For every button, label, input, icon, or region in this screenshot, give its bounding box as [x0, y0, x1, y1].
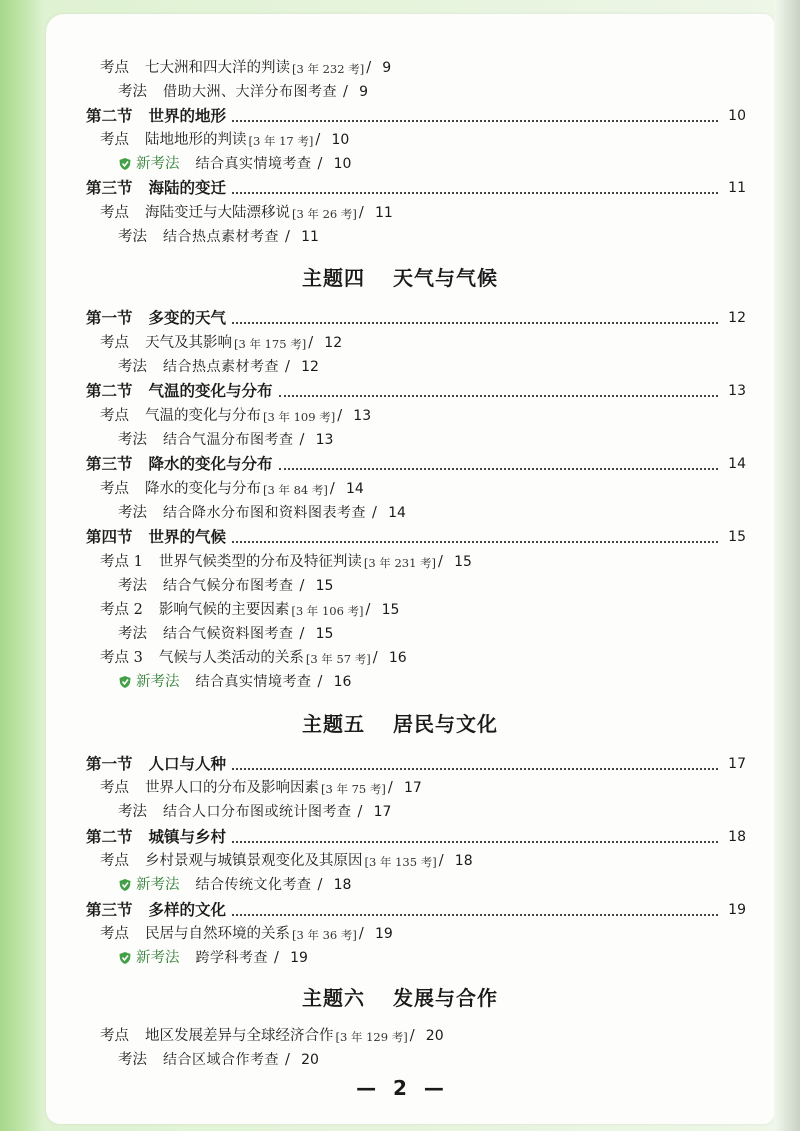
footer-dash-left: —	[356, 1076, 377, 1100]
topic-number: 主题五	[302, 712, 365, 736]
separator: /	[409, 1028, 415, 1044]
section-title: 城镇与乡村	[148, 828, 227, 846]
exam-point-entry[interactable]	[0, 598, 800, 622]
toc-section-entry[interactable]	[0, 379, 800, 403]
separator: /	[337, 408, 343, 424]
entry-text: 结合区域合作考查	[162, 1052, 279, 1068]
section-number: 第二节	[86, 382, 133, 400]
separator: /	[273, 950, 279, 966]
entry-page: 20	[425, 1028, 444, 1044]
section-number: 第三节	[86, 455, 133, 473]
entry-page: 14	[388, 505, 406, 521]
entry-page: 11	[374, 205, 393, 221]
exam-point-entry[interactable]	[0, 849, 800, 873]
separator: /	[372, 650, 378, 666]
section-page: 14	[728, 456, 746, 472]
exam-point-entry[interactable]	[0, 201, 800, 225]
section-number: 第三节	[86, 901, 133, 919]
separator: /	[284, 229, 290, 245]
exam-point-label: 考点	[100, 205, 129, 221]
entry-page: 16	[333, 674, 352, 690]
entry-text: 陆地地形的判读	[144, 132, 247, 148]
exam-point-entry[interactable]	[0, 56, 800, 80]
leaf-shield-icon	[118, 157, 132, 171]
topic-heading	[0, 262, 800, 291]
entry-page: 9	[382, 60, 392, 76]
exam-count: [3 年 75 考]	[320, 782, 386, 796]
exam-point-label: 考点	[100, 132, 129, 148]
exam-count: [3 年 57 考]	[305, 652, 371, 666]
exam-method-label: 考法	[118, 1052, 147, 1068]
exam-point-entry[interactable]	[0, 1024, 800, 1048]
entry-page: 19	[290, 950, 308, 966]
separator: /	[371, 505, 377, 521]
section-title: 海陆的变迁	[148, 179, 227, 197]
new-method-entry[interactable]	[0, 873, 800, 897]
exam-method-label: 考法	[118, 505, 147, 521]
exam-point-label: 考点	[100, 481, 129, 497]
section-number: 第一节	[86, 755, 133, 773]
entry-text: 结合传统文化考查	[195, 877, 312, 893]
page-footer	[0, 1076, 800, 1100]
separator: /	[315, 132, 321, 148]
entry-page: 18	[454, 853, 473, 869]
exam-count: [3 年 135 考]	[364, 855, 437, 869]
leaf-shield-icon	[118, 675, 132, 689]
exam-point-entry[interactable]	[0, 477, 800, 501]
page-number: 2	[393, 1076, 407, 1100]
entry-text: 七大洲和四大洋的判读	[144, 60, 290, 76]
separator: /	[317, 156, 323, 172]
dot-leader	[232, 754, 718, 770]
entry-page: 17	[373, 804, 392, 820]
exam-count: [3 年 231 考]	[363, 556, 437, 570]
separator: /	[299, 578, 305, 594]
exam-method-entry[interactable]	[0, 355, 800, 379]
exam-count: [3 年 175 考]	[233, 337, 307, 351]
section-page: 11	[728, 180, 746, 196]
dot-leader	[279, 454, 719, 470]
entry-page: 12	[324, 335, 343, 351]
exam-point-entry[interactable]	[0, 550, 800, 574]
entry-page: 15	[454, 554, 472, 570]
entry-text: 借助大洲、大洋分布图考查	[162, 84, 337, 100]
separator: /	[358, 926, 364, 942]
section-page: 10	[728, 108, 746, 124]
separator: /	[357, 804, 363, 820]
exam-point-entry[interactable]	[0, 331, 800, 355]
entry-page: 11	[301, 229, 319, 245]
new-method-entry[interactable]	[0, 152, 800, 176]
entry-text: 结合热点素材考查	[162, 229, 279, 245]
new-method-entry[interactable]	[0, 670, 800, 694]
separator: /	[284, 1052, 290, 1068]
exam-method-entry[interactable]	[0, 501, 800, 525]
exam-method-entry[interactable]	[0, 1048, 800, 1072]
section-title: 世界的气候	[148, 528, 227, 546]
exam-method-entry[interactable]	[0, 800, 800, 824]
separator: /	[329, 481, 335, 497]
exam-method-label: 考法	[118, 229, 147, 245]
exam-method-label: 考法	[118, 626, 147, 642]
topic-heading	[0, 708, 800, 737]
separator: /	[387, 780, 393, 796]
exam-method-entry[interactable]	[0, 428, 800, 452]
exam-count: [3 年 129 考]	[335, 1030, 408, 1044]
leaf-shield-icon	[118, 951, 132, 965]
topic-number: 主题六	[302, 986, 365, 1010]
separator: /	[299, 626, 305, 642]
exam-point-label: 考点	[100, 60, 129, 76]
entry-text: 结合热点素材考查	[162, 359, 279, 375]
entry-page: 15	[315, 626, 334, 642]
exam-method-label: 考法	[118, 84, 147, 100]
exam-method-label: 考法	[118, 804, 147, 820]
separator: /	[366, 60, 372, 76]
topic-title: 发展与合作	[393, 986, 498, 1010]
section-page: 15	[728, 529, 746, 545]
exam-count: [3 年 232 考]	[291, 62, 365, 76]
entry-text: 民居与自然环境的关系	[144, 926, 290, 942]
section-title: 降水的变化与分布	[148, 455, 273, 473]
entry-page: 20	[301, 1052, 319, 1068]
separator: /	[299, 432, 305, 448]
toc-section-entry[interactable]	[0, 525, 800, 549]
entry-text: 结合气温分布图考查	[162, 432, 294, 448]
entry-text: 气温的变化与分布	[144, 408, 261, 424]
entry-page: 13	[353, 408, 372, 424]
entry-page: 10	[333, 156, 352, 172]
exam-point-label: 考点	[100, 780, 129, 796]
entry-text: 天气及其影响	[144, 335, 232, 351]
dot-leader	[232, 178, 718, 194]
exam-method-entry[interactable]	[0, 574, 800, 598]
exam-count: [3 年 36 考]	[291, 928, 357, 942]
section-page: 17	[728, 756, 746, 772]
separator: /	[284, 359, 290, 375]
exam-point-label: 考点	[100, 853, 129, 869]
entry-page: 18	[333, 877, 352, 893]
entry-page: 13	[315, 432, 334, 448]
section-title: 气温的变化与分布	[148, 382, 273, 400]
exam-point-label: 考点	[100, 335, 129, 351]
topic-number: 主题四	[302, 266, 365, 290]
toc-section-entry[interactable]	[0, 898, 800, 922]
entry-text: 结合真实情境考查	[195, 156, 312, 172]
toc-section-entry[interactable]	[0, 825, 800, 849]
entry-page: 19	[374, 926, 393, 942]
section-number: 第一节	[86, 309, 133, 327]
dot-leader	[232, 308, 718, 324]
exam-method-label: 考法	[118, 578, 147, 594]
exam-count: [3 年 26 考]	[291, 207, 357, 221]
exam-point-entry[interactable]	[0, 404, 800, 428]
exam-point-label: 考点 3	[100, 650, 143, 666]
toc-section-entry[interactable]	[0, 176, 800, 200]
separator: /	[342, 84, 348, 100]
entry-page: 14	[345, 481, 364, 497]
toc-section-entry[interactable]	[0, 306, 800, 330]
section-title: 多变的天气	[148, 309, 227, 327]
exam-method-label: 考法	[118, 432, 147, 448]
dot-leader	[232, 527, 718, 543]
entry-text: 跨学科考查	[195, 950, 268, 966]
exam-method-entry[interactable]	[0, 80, 800, 104]
exam-count: [3 年 109 考]	[262, 410, 336, 424]
entry-text: 结合降水分布图和资料图表考查	[162, 505, 366, 521]
separator: /	[308, 335, 314, 351]
toc-section-entry[interactable]	[0, 452, 800, 476]
separator: /	[358, 205, 364, 221]
entry-text: 降水的变化与分布	[144, 481, 261, 497]
toc-section-entry[interactable]	[0, 104, 800, 128]
entry-page: 10	[331, 132, 350, 148]
topic-title: 居民与文化	[393, 712, 498, 736]
separator: /	[438, 554, 443, 570]
section-page: 12	[728, 310, 746, 326]
exam-point-entry[interactable]	[0, 646, 800, 670]
exam-point-label: 考点	[100, 926, 129, 942]
leaf-shield-icon	[118, 878, 132, 892]
footer-dash-right: —	[423, 1076, 444, 1100]
entry-page: 16	[388, 650, 407, 666]
entry-text: 地区发展差异与全球经济合作	[144, 1028, 334, 1044]
exam-point-entry[interactable]	[0, 922, 800, 946]
exam-point-label: 考点 1	[100, 554, 143, 570]
entry-text: 结合气候资料图考查	[162, 626, 294, 642]
topic-title: 天气与气候	[393, 266, 498, 290]
exam-count: [3 年 106 考]	[291, 604, 364, 618]
new-method-label: 新考法	[136, 877, 180, 893]
exam-point-entry[interactable]	[0, 128, 800, 152]
entry-page: 15	[315, 578, 334, 594]
section-number: 第四节	[86, 528, 133, 546]
dot-leader	[232, 106, 718, 122]
section-page: 13	[728, 383, 746, 399]
section-title: 世界的地形	[148, 107, 227, 125]
exam-count: [3 年 17 考]	[248, 134, 314, 148]
entry-text: 结合真实情境考查	[195, 674, 312, 690]
exam-point-entry[interactable]	[0, 776, 800, 800]
new-method-label: 新考法	[136, 156, 180, 172]
section-title: 人口与人种	[148, 755, 227, 773]
exam-point-label: 考点 2	[100, 602, 143, 618]
entry-text: 结合人口分布图或统计图考查	[162, 804, 352, 820]
section-page: 19	[728, 902, 746, 918]
entry-page: 17	[403, 780, 422, 796]
dot-leader	[232, 900, 718, 916]
dot-leader	[232, 827, 718, 843]
exam-point-label: 考点	[100, 1028, 129, 1044]
section-page: 18	[728, 829, 746, 845]
toc-section-entry[interactable]	[0, 752, 800, 776]
entry-text: 影响气候的主要因素	[158, 602, 290, 618]
separator: /	[438, 853, 444, 869]
separator: /	[317, 674, 323, 690]
new-method-label: 新考法	[136, 674, 180, 690]
exam-method-entry[interactable]	[0, 225, 800, 249]
section-number: 第二节	[86, 107, 133, 125]
exam-point-label: 考点	[100, 408, 129, 424]
entry-page: 9	[359, 84, 369, 100]
new-method-entry[interactable]	[0, 946, 800, 970]
dot-leader	[279, 381, 719, 397]
exam-method-entry[interactable]	[0, 622, 800, 646]
entry-page: 12	[301, 359, 319, 375]
topic-heading	[0, 982, 800, 1011]
section-title: 多样的文化	[148, 901, 227, 919]
new-method-label: 新考法	[136, 950, 180, 966]
separator: /	[317, 877, 323, 893]
entry-text: 世界人口的分布及影响因素	[144, 780, 319, 796]
section-number: 第二节	[86, 828, 133, 846]
entry-text: 结合气候分布图考查	[162, 578, 294, 594]
entry-text: 乡村景观与城镇景观变化及其原因	[144, 853, 363, 869]
separator: /	[365, 602, 371, 618]
entry-text: 世界气候类型的分布及特征判读	[158, 554, 362, 570]
exam-method-label: 考法	[118, 359, 147, 375]
entry-text: 气候与人类活动的关系	[158, 650, 304, 666]
entry-text: 海陆变迁与大陆漂移说	[144, 205, 290, 221]
section-number: 第三节	[86, 179, 133, 197]
exam-count: [3 年 84 考]	[262, 483, 328, 497]
entry-page: 15	[381, 602, 400, 618]
